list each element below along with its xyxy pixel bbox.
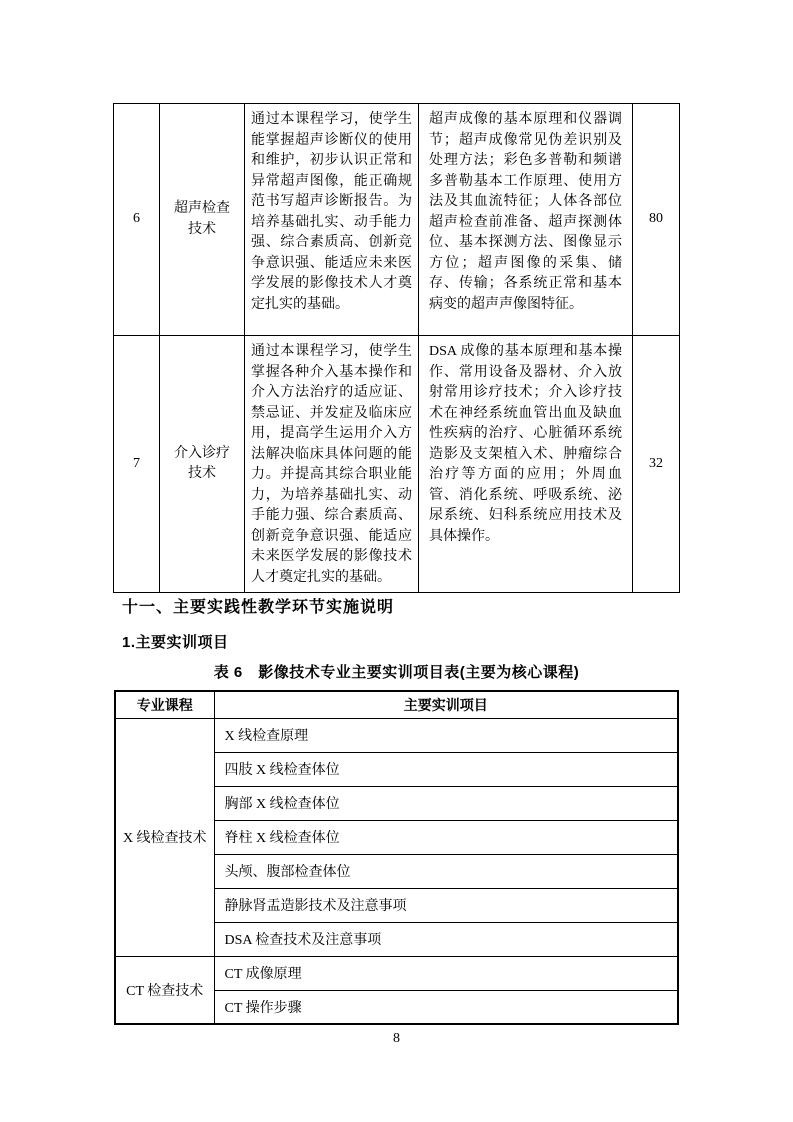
- course-hours: 80: [633, 104, 680, 336]
- training-item: 四肢 X 线检查体位: [214, 752, 678, 786]
- training-item: 胸部 X 线检查体位: [214, 786, 678, 820]
- course-hours: 32: [633, 336, 680, 593]
- course-description-table: [113, 103, 680, 593]
- training-item: X 线检查原理: [214, 718, 678, 752]
- course-objective: 通过本课程学习，使学生掌握各种介入基本操作和介入方法治疗的适应证、禁忌证、并发症及临床应用，提高学生运用介入方法解决临床具体问题的能力。并提高其综合职业能力，为培养基础扎实、动手能力强、综合素质高、创新竞争意识强、能适应未来医学发展的影像技术人才奠定扎实的基础。: [245, 336, 419, 593]
- course-row-7: [114, 336, 680, 593]
- training-item: 头颅、腹部检查体位: [214, 854, 678, 888]
- section-subheading: 1.主要实训项目: [122, 634, 229, 651]
- course-name: 超声检查技术: [160, 104, 245, 336]
- training-item: CT 成像原理: [214, 956, 678, 990]
- training-item: CT 操作步骤: [214, 990, 678, 1024]
- section-heading: 十一、主要实践性教学环节实施说明: [122, 599, 395, 616]
- page-number: 8: [393, 1031, 400, 1046]
- training-header-row: [115, 691, 678, 718]
- course-objective: 通过本课程学习，使学生能掌握超声诊断仪的使用和维护，初步认识正常和异常超声图像，能正确规范书写超声诊断报告。为培养基础扎实、动手能力强、综合素质高、创新竞争意识强、能适应未来医学发展的影像技术人才奠定扎实的基础。: [245, 104, 419, 336]
- course-group-ct: CT 检查技术: [115, 956, 214, 1024]
- course-number: 6: [114, 104, 160, 336]
- course-row-6: [114, 104, 680, 336]
- course-group-xray: X 线检查技术: [115, 718, 214, 956]
- table-row: [115, 956, 678, 990]
- training-item: 脊柱 X 线检查体位: [214, 820, 678, 854]
- course-content: DSA 成像的基本原理和基本操作、常用设备及器材、介入放射常用诊疗技术；介入诊疗技术在神经系统血管出血及缺血性疾病的治疗、心脏循环系统造影及支架植入术、肿瘤综合治疗等方面的应用；外周血管、消化系统、呼吸系统、泌尿系统、妇科系统应用技术及具体操作。: [419, 336, 633, 593]
- training-item: 静脉肾盂造影技术及注意事项: [214, 888, 678, 922]
- course-content: 超声成像的基本原理和仪器调节；超声成像常见伪差识别及处理方法；彩色多普勒和频谱多普勒基本工作原理、使用方法及其血流特征；人体各部位超声检查前准备、超声探测体位、基本探测方法、图像显示方位；超声图像的采集、储存、传输；各系统正常和基本病变的超声声像图特征。: [419, 104, 633, 336]
- header-items-column: 主要实训项目: [214, 691, 678, 718]
- training-projects-table: [114, 690, 679, 1025]
- training-table-caption: 表 6 影像技术专业主要实训项目表(主要为核心课程): [213, 664, 580, 681]
- header-course-column: 专业课程: [115, 691, 214, 718]
- course-number: 7: [114, 336, 160, 593]
- course-name: 介入诊疗技术: [160, 336, 245, 593]
- table-row: [115, 718, 678, 752]
- training-item: DSA 检查技术及注意事项: [214, 922, 678, 956]
